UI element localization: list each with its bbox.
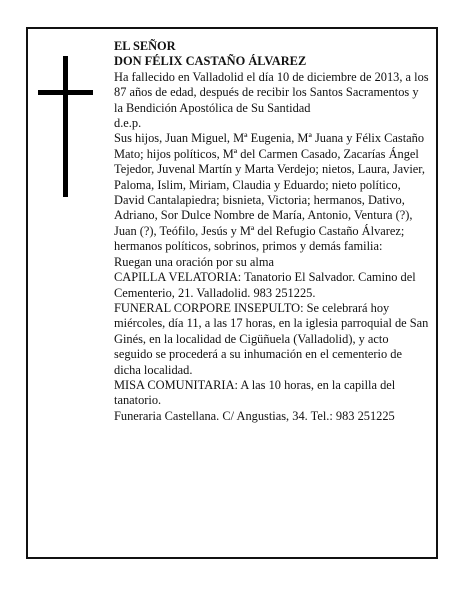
cross-icon-bar <box>38 90 93 95</box>
family-list: Sus hijos, Juan Miguel, Mª Eugenia, Mª Juana y Félix Castaño Mato; hijos políticos, Mª del Carmen Casado, Zacarías Ángel Tejedor, Juvenal Martín y Marta Verdejo; nietos, Laura, Javier, Paloma, Islim, Miriam, Claudia y Eduardo; nieto político, David Cantalapiedra; bisnieta, Victoria; hermanos, Dativo, Adriano, Sor Dulce Nombre de María, Antonio, Ventura (?), Juan (?), Teófilo, Jesús y Mª del Refugio Castaño Álvarez; hermanos políticos, sobrinos, primos y demás familia: <box>114 131 426 254</box>
title-line-1: EL SEÑOR <box>114 39 176 53</box>
chapel-info: CAPILLA VELATORIA: Tanatorio El Salvador. Camino del Cementerio, 21. Valladolid. 983 251225. <box>114 270 416 300</box>
cross-icon <box>63 56 68 197</box>
rip-text: d.e.p. <box>114 116 142 131</box>
death-notice: Ha fallecido en Valladolid el día 10 de diciembre de 2013, a los 87 años de edad, después de recibir los Santos Sacramentos y la Bendición Apostólica de Su Santidad <box>114 69 429 115</box>
prayer-request: Ruegan una oración por su alma <box>114 254 274 269</box>
title-name: DON FÉLIX CASTAÑO ÁLVAREZ <box>114 54 307 69</box>
funeral-home-info: Funeraria Castellana. C/ Angustias, 34. Tel.: 983 251225 <box>114 408 395 423</box>
mass-info: MISA COMUNITARIA: A las 10 horas, en la capilla del tanatorio. <box>114 377 396 408</box>
funeral-info: FUNERAL CORPORE INSEPULTO: Se celebrará hoy miércoles, día 11, a las 17 horas, en la iglesia parroquial de San Ginés, en la localidad de Cigüñuela (Valladolid), y acto seguido se procederá a su inhumación en el cementerio de dicha localidad. <box>114 300 429 377</box>
obituary-text <box>114 39 430 424</box>
